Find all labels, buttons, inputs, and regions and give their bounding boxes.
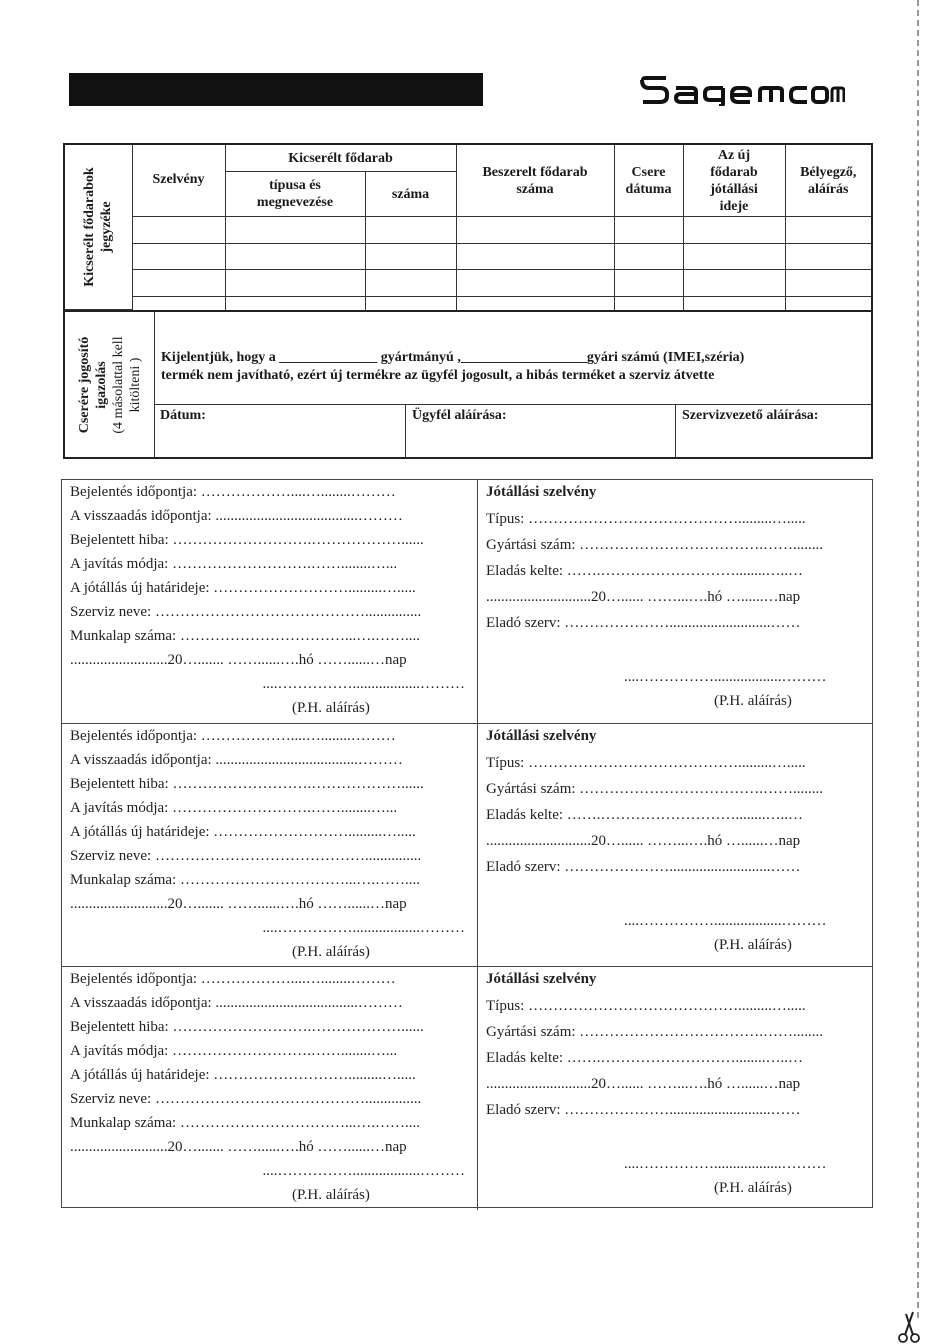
warranty-coupon [478, 967, 872, 1210]
warranty-coupon-title: Jótállási szelvény [486, 484, 597, 500]
col-exchange-date: Csere dátuma [614, 145, 683, 217]
sale-date-field[interactable]: Eladás kelte: …….………………………........…..… [486, 1050, 804, 1066]
return-time-field[interactable]: A visszaadás időpontja: ......................................……… [70, 995, 403, 1011]
date-line[interactable]: ............................20…...... ……...….hó …......…nap [486, 1076, 801, 1092]
report-time-field[interactable]: Bejelentés időpontja: ………………....…........……… [70, 728, 396, 744]
new-warranty-deadline-field[interactable]: A jótállás új határideje: ……………………….........…..... [70, 824, 416, 840]
stamp-label: (P.H. aláírás) [714, 937, 792, 953]
seller-field[interactable]: Eladó szerv: …………………...........................…… [486, 1102, 801, 1118]
date-line[interactable]: ............................20…...... ……...….hó …......…nap [486, 589, 801, 605]
date-line[interactable]: ............................20…...... ……...….hó …......…nap [486, 833, 801, 849]
repair-method-field[interactable]: A javítás módja: ……………………….……........…... [70, 1043, 398, 1059]
date-line[interactable]: ..........................20…....... ……......….hó ……......…nap [70, 652, 407, 668]
col-type-name: típusa és megnevezése [225, 172, 365, 217]
serial-number-field[interactable]: Gyártási szám: ……………………………….……........ [486, 781, 824, 797]
return-time-field[interactable]: A visszaadás időpontja: ......................................……… [70, 508, 403, 524]
report-time-field[interactable]: Bejelentés időpontja: ………………....…........……… [70, 484, 396, 500]
stamp-label: (P.H. aláírás) [292, 944, 370, 960]
warranty-coupon [478, 480, 872, 723]
serial-number-field[interactable]: Gyártási szám: ……………………………….……........ [486, 537, 824, 553]
coupon-3 [62, 966, 872, 1210]
date-field[interactable]: Dátum: [154, 405, 406, 457]
col-new-warranty: Az új fődarab jótállási ideje [683, 145, 785, 217]
signature-line[interactable]: ....……………..................……… [624, 913, 827, 929]
scissors-icon [896, 1308, 924, 1344]
repair-record [62, 480, 478, 723]
type-field[interactable]: Típus: …………………………………….........…..... [486, 511, 806, 527]
worksheet-number-field[interactable]: Munkalap száma: ……………………………...….…….... [70, 1115, 420, 1131]
sale-date-field[interactable]: Eladás kelte: …….………………………........…..… [486, 563, 804, 579]
repair-record [62, 724, 478, 967]
col-installed-number: Beszerelt fődarab száma [456, 145, 614, 217]
repair-method-field[interactable]: A javítás módja: ……………………….……........…... [70, 556, 398, 572]
declaration-text: Kijelentjük, hogy a ______________ gyártmányú ,__________________gyári számú (IMEI,széria) termék nem javítható, ezért új termékre az ügyfél jogosult, a hibás terméket a szerviz átvette [161, 350, 745, 383]
signature-line[interactable]: ....……………..................……… [262, 920, 465, 936]
seller-field[interactable]: Eladó szerv: …………………...........................…… [486, 859, 801, 875]
new-warranty-deadline-field[interactable]: A jótállás új határideje: ……………………….........…..... [70, 1067, 416, 1083]
stamp-label: (P.H. aláírás) [292, 1187, 370, 1203]
signature-line[interactable]: ....……………..................……… [624, 1156, 827, 1172]
col-stamp-signature: Bélyegző, aláírás [785, 145, 871, 217]
reported-fault-field[interactable]: Bejelentett hiba: ……………………….………………...... [70, 532, 424, 548]
worksheet-number-field[interactable]: Munkalap száma: ……………………………...….…….... [70, 872, 420, 888]
replaced-parts-table [63, 143, 873, 312]
coupon-2 [62, 723, 872, 967]
date-line[interactable]: ..........................20…....... ……......….hó ……......…nap [70, 1139, 407, 1155]
service-name-field[interactable]: Szerviz neve: ……………………………………............... [70, 604, 422, 620]
sagemcom-logo [640, 74, 845, 106]
new-warranty-deadline-field[interactable]: A jótállás új határideje: ……………………….........…..... [70, 580, 416, 596]
stamp-label: (P.H. aláírás) [714, 693, 792, 709]
warranty-coupon [478, 724, 872, 967]
type-field[interactable]: Típus: …………………………………….........…..... [486, 755, 806, 771]
service-name-field[interactable]: Szerviz neve: ……………………………………............... [70, 848, 422, 864]
table-row [65, 217, 871, 244]
signature-line[interactable]: ....……………..................……… [262, 676, 465, 692]
col-coupon: Szelvény [132, 145, 225, 217]
signature-line[interactable]: ....……………..................……… [262, 1163, 465, 1179]
warranty-coupon-title: Jótállási szelvény [486, 728, 597, 744]
table-row [65, 270, 871, 297]
return-time-field[interactable]: A visszaadás időpontja: ......................................……… [70, 752, 403, 768]
repair-record [62, 967, 478, 1210]
repair-method-field[interactable]: A javítás módja: ……………………….……........…... [70, 800, 398, 816]
service-manager-signature-field[interactable]: Szervizvezető aláírása: [682, 408, 819, 423]
report-time-field[interactable]: Bejelentés időpontja: ………………....…........……… [70, 971, 396, 987]
worksheet-number-field[interactable]: Munkalap száma: ……………………………...….…….... [70, 628, 420, 644]
exchange-certificate [63, 312, 873, 459]
type-field[interactable]: Típus: …………………………………….........…..... [486, 998, 806, 1014]
header-black-bar [69, 73, 483, 106]
coupon-1 [62, 480, 872, 723]
col-number: száma [365, 172, 456, 217]
reported-fault-field[interactable]: Bejelentett hiba: ……………………….………………...... [70, 776, 424, 792]
stamp-label: (P.H. aláírás) [292, 700, 370, 716]
warranty-coupon-title: Jótállási szelvény [486, 971, 597, 987]
customer-signature-field[interactable]: Ügyfél aláírása: [406, 405, 676, 457]
signature-line[interactable]: ....……………..................……… [624, 669, 827, 685]
serial-number-field[interactable]: Gyártási szám: ……………………………….……........ [486, 1024, 824, 1040]
reported-fault-field[interactable]: Bejelentett hiba: ……………………….………………...... [70, 1019, 424, 1035]
table-row [65, 296, 871, 309]
cut-line [917, 0, 919, 1318]
seller-field[interactable]: Eladó szerv: …………………...........................…… [486, 615, 801, 631]
table-row [65, 243, 871, 270]
signature-row [154, 404, 871, 457]
exchange-certificate-side-label: Cserére jogosító igazolás (4 másolattal kell kitölteni ) [65, 312, 155, 457]
date-line[interactable]: ..........................20…....... ……......….hó ……......…nap [70, 896, 407, 912]
warranty-coupons [61, 479, 873, 1208]
stamp-label: (P.H. aláírás) [714, 1180, 792, 1196]
col-replaced-group: Kicserélt fődarab [225, 145, 456, 172]
service-name-field[interactable]: Szerviz neve: ……………………………………............... [70, 1091, 422, 1107]
sale-date-field[interactable]: Eladás kelte: …….………………………........…..… [486, 807, 804, 823]
replaced-parts-side-label: Kicserélt fődarabok jegyzéke [65, 145, 132, 310]
